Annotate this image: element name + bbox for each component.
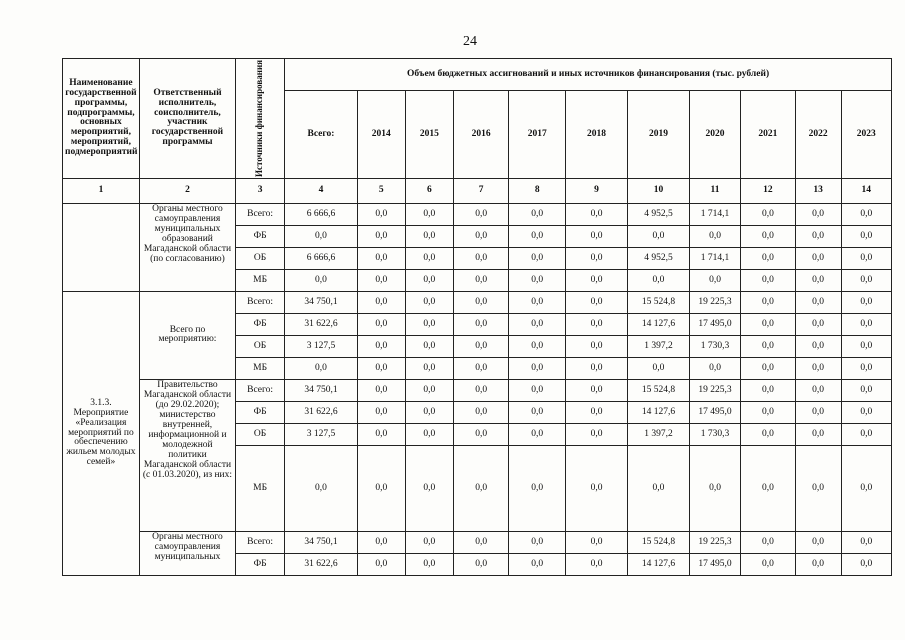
amount-cell: 0,0 bbox=[509, 313, 566, 335]
amount-cell: 0,0 bbox=[566, 379, 628, 401]
amount-cell: 0,0 bbox=[509, 401, 566, 423]
funding-source-cell: Всего: bbox=[236, 203, 285, 225]
amount-cell: 0,0 bbox=[357, 445, 405, 531]
amount-cell: 0,0 bbox=[741, 313, 795, 335]
amount-cell: 0,0 bbox=[795, 445, 841, 531]
amount-cell: 0,0 bbox=[453, 553, 509, 575]
amount-cell: 0,0 bbox=[357, 379, 405, 401]
amount-cell: 0,0 bbox=[405, 379, 453, 401]
amount-cell: 6 666,6 bbox=[285, 203, 358, 225]
header-year: 2023 bbox=[841, 91, 891, 179]
amount-cell: 0,0 bbox=[566, 313, 628, 335]
amount-cell: 17 495,0 bbox=[689, 553, 740, 575]
amount-cell: 1 397,2 bbox=[627, 335, 689, 357]
amount-cell: 3 127,5 bbox=[285, 335, 358, 357]
amount-cell: 0,0 bbox=[841, 379, 891, 401]
amount-cell: 0,0 bbox=[509, 269, 566, 291]
column-number-row bbox=[63, 178, 892, 203]
amount-cell: 0,0 bbox=[566, 401, 628, 423]
funding-source-cell: ФБ bbox=[236, 401, 285, 423]
column-number: 11 bbox=[689, 178, 740, 203]
amount-cell: 1 730,3 bbox=[689, 423, 740, 445]
amount-cell: 0,0 bbox=[405, 357, 453, 379]
amount-cell: 0,0 bbox=[795, 531, 841, 553]
amount-cell: 0,0 bbox=[627, 357, 689, 379]
amount-cell: 19 225,3 bbox=[689, 531, 740, 553]
amount-cell: 0,0 bbox=[841, 291, 891, 313]
header-year: 2015 bbox=[405, 91, 453, 179]
amount-cell: 0,0 bbox=[741, 225, 795, 247]
header-volume: Объем бюджетных ассигнований и иных источников финансирования (тыс. рублей) bbox=[285, 59, 892, 91]
amount-cell: 0,0 bbox=[405, 225, 453, 247]
amount-cell: 0,0 bbox=[841, 357, 891, 379]
amount-cell: 0,0 bbox=[357, 247, 405, 269]
funding-source-cell: Всего: bbox=[236, 291, 285, 313]
amount-cell: 0,0 bbox=[509, 335, 566, 357]
funding-source-cell: ОБ bbox=[236, 335, 285, 357]
amount-cell: 0,0 bbox=[795, 291, 841, 313]
amount-cell: 0,0 bbox=[795, 553, 841, 575]
amount-cell: 0,0 bbox=[689, 225, 740, 247]
amount-cell: 0,0 bbox=[357, 269, 405, 291]
column-number: 12 bbox=[741, 178, 795, 203]
amount-cell: 0,0 bbox=[566, 269, 628, 291]
header-year: 2014 bbox=[357, 91, 405, 179]
amount-cell: 1 714,1 bbox=[689, 203, 740, 225]
amount-cell: 0,0 bbox=[357, 357, 405, 379]
header-source-text: Источники финансирования bbox=[254, 60, 265, 177]
amount-cell: 0,0 bbox=[357, 553, 405, 575]
amount-cell: 14 127,6 bbox=[627, 553, 689, 575]
amount-cell: 0,0 bbox=[453, 379, 509, 401]
table-row bbox=[63, 531, 892, 553]
amount-cell: 15 524,8 bbox=[627, 291, 689, 313]
amount-cell: 0,0 bbox=[566, 291, 628, 313]
amount-cell: 1 397,2 bbox=[627, 423, 689, 445]
amount-cell: 34 750,1 bbox=[285, 531, 358, 553]
responsible-cell: Всего по мероприятию: bbox=[139, 291, 235, 379]
amount-cell: 0,0 bbox=[741, 291, 795, 313]
amount-cell: 0,0 bbox=[741, 203, 795, 225]
header-year: 2016 bbox=[453, 91, 509, 179]
amount-cell: 0,0 bbox=[627, 225, 689, 247]
amount-cell: 0,0 bbox=[795, 357, 841, 379]
amount-cell: 0,0 bbox=[453, 247, 509, 269]
amount-cell: 0,0 bbox=[453, 401, 509, 423]
amount-cell: 0,0 bbox=[566, 531, 628, 553]
amount-cell: 34 750,1 bbox=[285, 291, 358, 313]
funding-source-cell: ОБ bbox=[236, 423, 285, 445]
column-number: 13 bbox=[795, 178, 841, 203]
amount-cell: 0,0 bbox=[741, 335, 795, 357]
amount-cell: 0,0 bbox=[841, 269, 891, 291]
amount-cell: 0,0 bbox=[841, 401, 891, 423]
amount-cell: 0,0 bbox=[627, 269, 689, 291]
amount-cell: 0,0 bbox=[357, 203, 405, 225]
responsible-cell: Правительство Магаданской области (до 29.02.2020); министерство внутренней, информационной и молодежной политики Магаданской области (с 01.03.2020), из них: bbox=[139, 379, 235, 531]
amount-cell: 14 127,6 bbox=[627, 313, 689, 335]
amount-cell: 6 666,6 bbox=[285, 247, 358, 269]
amount-cell: 0,0 bbox=[453, 291, 509, 313]
amount-cell: 0,0 bbox=[285, 357, 358, 379]
amount-cell: 0,0 bbox=[795, 269, 841, 291]
amount-cell: 0,0 bbox=[509, 225, 566, 247]
column-number: 4 bbox=[285, 178, 358, 203]
amount-cell: 0,0 bbox=[509, 445, 566, 531]
amount-cell: 19 225,3 bbox=[689, 291, 740, 313]
amount-cell: 0,0 bbox=[405, 423, 453, 445]
header-year: 2020 bbox=[689, 91, 740, 179]
amount-cell: 0,0 bbox=[405, 553, 453, 575]
funding-source-cell: ФБ bbox=[236, 553, 285, 575]
amount-cell: 0,0 bbox=[405, 531, 453, 553]
amount-cell: 0,0 bbox=[566, 203, 628, 225]
amount-cell: 0,0 bbox=[566, 247, 628, 269]
amount-cell: 0,0 bbox=[285, 445, 358, 531]
amount-cell: 0,0 bbox=[566, 553, 628, 575]
amount-cell: 0,0 bbox=[357, 531, 405, 553]
amount-cell: 0,0 bbox=[453, 423, 509, 445]
amount-cell: 0,0 bbox=[453, 269, 509, 291]
amount-cell: 0,0 bbox=[453, 225, 509, 247]
column-number: 7 bbox=[453, 178, 509, 203]
amount-cell: 0,0 bbox=[453, 313, 509, 335]
header-name: Наименование государственной программы, подпрограммы, основных мероприятий, мероприятий, подмероприятий bbox=[63, 59, 140, 179]
budget-table bbox=[62, 58, 892, 576]
amount-cell: 0,0 bbox=[741, 445, 795, 531]
amount-cell: 0,0 bbox=[741, 531, 795, 553]
header-year: 2021 bbox=[741, 91, 795, 179]
column-number: 10 bbox=[627, 178, 689, 203]
header-year: 2022 bbox=[795, 91, 841, 179]
funding-source-cell: МБ bbox=[236, 357, 285, 379]
column-number: 9 bbox=[566, 178, 628, 203]
amount-cell: 0,0 bbox=[509, 423, 566, 445]
header-source bbox=[236, 59, 285, 179]
funding-source-cell: ФБ bbox=[236, 225, 285, 247]
amount-cell: 0,0 bbox=[285, 269, 358, 291]
column-number: 8 bbox=[509, 178, 566, 203]
amount-cell: 0,0 bbox=[453, 445, 509, 531]
amount-cell: 0,0 bbox=[453, 357, 509, 379]
amount-cell: 0,0 bbox=[566, 335, 628, 357]
header-responsible: Ответственный исполнитель, соисполнитель, участник государственной программы bbox=[139, 59, 235, 179]
amount-cell: 0,0 bbox=[841, 445, 891, 531]
amount-cell: 1 714,1 bbox=[689, 247, 740, 269]
header-year: Всего: bbox=[285, 91, 358, 179]
amount-cell: 4 952,5 bbox=[627, 203, 689, 225]
amount-cell: 0,0 bbox=[566, 423, 628, 445]
amount-cell: 0,0 bbox=[841, 335, 891, 357]
amount-cell: 0,0 bbox=[627, 445, 689, 531]
amount-cell: 0,0 bbox=[689, 357, 740, 379]
amount-cell: 19 225,3 bbox=[689, 379, 740, 401]
program-name-cell: 3.1.3. Мероприятие «Реализация мероприятий по обеспечению жильем молодых семей» bbox=[63, 291, 140, 575]
responsible-cell: Органы местного самоуправления муниципальных bbox=[139, 531, 235, 575]
amount-cell: 0,0 bbox=[841, 247, 891, 269]
amount-cell: 0,0 bbox=[357, 313, 405, 335]
amount-cell: 0,0 bbox=[795, 313, 841, 335]
amount-cell: 0,0 bbox=[509, 379, 566, 401]
amount-cell: 0,0 bbox=[509, 531, 566, 553]
amount-cell: 0,0 bbox=[841, 531, 891, 553]
amount-cell: 0,0 bbox=[405, 247, 453, 269]
amount-cell: 31 622,6 bbox=[285, 553, 358, 575]
amount-cell: 0,0 bbox=[741, 553, 795, 575]
amount-cell: 0,0 bbox=[566, 225, 628, 247]
amount-cell: 0,0 bbox=[795, 247, 841, 269]
amount-cell: 0,0 bbox=[405, 335, 453, 357]
amount-cell: 0,0 bbox=[741, 401, 795, 423]
amount-cell: 0,0 bbox=[509, 553, 566, 575]
funding-source-cell: МБ bbox=[236, 269, 285, 291]
amount-cell: 0,0 bbox=[357, 401, 405, 423]
amount-cell: 0,0 bbox=[405, 203, 453, 225]
amount-cell: 4 952,5 bbox=[627, 247, 689, 269]
amount-cell: 0,0 bbox=[795, 423, 841, 445]
amount-cell: 0,0 bbox=[841, 225, 891, 247]
program-name-cell bbox=[63, 203, 140, 291]
amount-cell: 0,0 bbox=[795, 203, 841, 225]
amount-cell: 15 524,8 bbox=[627, 531, 689, 553]
column-number: 3 bbox=[236, 178, 285, 203]
amount-cell: 0,0 bbox=[689, 269, 740, 291]
funding-source-cell: ОБ bbox=[236, 247, 285, 269]
header-year: 2017 bbox=[509, 91, 566, 179]
amount-cell: 0,0 bbox=[509, 291, 566, 313]
amount-cell: 0,0 bbox=[405, 313, 453, 335]
amount-cell: 0,0 bbox=[405, 401, 453, 423]
amount-cell: 0,0 bbox=[285, 225, 358, 247]
amount-cell: 31 622,6 bbox=[285, 401, 358, 423]
amount-cell: 0,0 bbox=[741, 379, 795, 401]
amount-cell: 1 730,3 bbox=[689, 335, 740, 357]
amount-cell: 0,0 bbox=[795, 225, 841, 247]
amount-cell: 0,0 bbox=[566, 445, 628, 531]
funding-source-cell: МБ bbox=[236, 445, 285, 531]
amount-cell: 3 127,5 bbox=[285, 423, 358, 445]
amount-cell: 14 127,6 bbox=[627, 401, 689, 423]
amount-cell: 0,0 bbox=[453, 531, 509, 553]
amount-cell: 31 622,6 bbox=[285, 313, 358, 335]
table-row bbox=[63, 203, 892, 225]
column-number: 14 bbox=[841, 178, 891, 203]
page-number: 24 bbox=[463, 34, 477, 49]
amount-cell: 0,0 bbox=[405, 269, 453, 291]
amount-cell: 0,0 bbox=[795, 401, 841, 423]
funding-source-cell: Всего: bbox=[236, 379, 285, 401]
responsible-cell: Органы местного самоуправления муниципальных образований Магаданской области (по согласованию) bbox=[139, 203, 235, 291]
amount-cell: 0,0 bbox=[841, 423, 891, 445]
amount-cell: 0,0 bbox=[509, 247, 566, 269]
amount-cell: 17 495,0 bbox=[689, 313, 740, 335]
amount-cell: 0,0 bbox=[453, 203, 509, 225]
table-row bbox=[63, 379, 892, 401]
funding-source-cell: ФБ bbox=[236, 313, 285, 335]
amount-cell: 17 495,0 bbox=[689, 401, 740, 423]
amount-cell: 0,0 bbox=[405, 445, 453, 531]
amount-cell: 0,0 bbox=[841, 203, 891, 225]
amount-cell: 0,0 bbox=[357, 225, 405, 247]
header-year: 2018 bbox=[566, 91, 628, 179]
amount-cell: 0,0 bbox=[509, 357, 566, 379]
amount-cell: 15 524,8 bbox=[627, 379, 689, 401]
amount-cell: 0,0 bbox=[357, 423, 405, 445]
table-row bbox=[63, 291, 892, 313]
amount-cell: 0,0 bbox=[741, 269, 795, 291]
column-number: 2 bbox=[139, 178, 235, 203]
amount-cell: 0,0 bbox=[509, 203, 566, 225]
amount-cell: 0,0 bbox=[841, 553, 891, 575]
amount-cell: 0,0 bbox=[405, 291, 453, 313]
amount-cell: 34 750,1 bbox=[285, 379, 358, 401]
amount-cell: 0,0 bbox=[357, 291, 405, 313]
column-number: 1 bbox=[63, 178, 140, 203]
amount-cell: 0,0 bbox=[795, 379, 841, 401]
amount-cell: 0,0 bbox=[795, 335, 841, 357]
amount-cell: 0,0 bbox=[741, 357, 795, 379]
amount-cell: 0,0 bbox=[453, 335, 509, 357]
amount-cell: 0,0 bbox=[689, 445, 740, 531]
amount-cell: 0,0 bbox=[841, 313, 891, 335]
amount-cell: 0,0 bbox=[741, 247, 795, 269]
column-number: 5 bbox=[357, 178, 405, 203]
amount-cell: 0,0 bbox=[566, 357, 628, 379]
amount-cell: 0,0 bbox=[741, 423, 795, 445]
header-year: 2019 bbox=[627, 91, 689, 179]
column-number: 6 bbox=[405, 178, 453, 203]
amount-cell: 0,0 bbox=[357, 335, 405, 357]
funding-source-cell: Всего: bbox=[236, 531, 285, 553]
